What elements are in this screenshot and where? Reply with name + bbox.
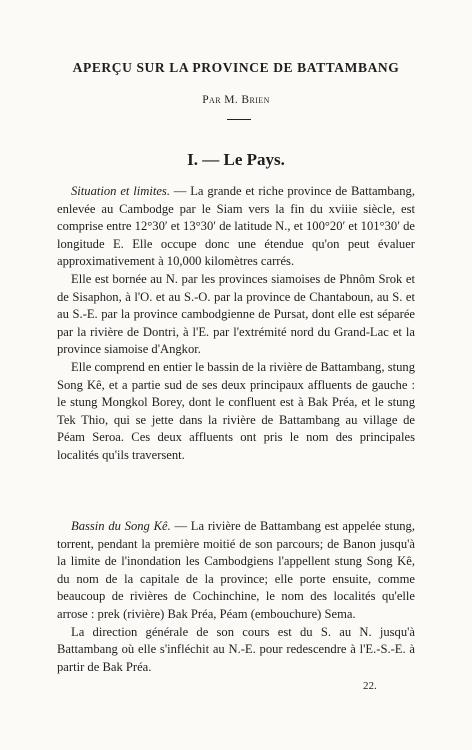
paragraph-song-ke bbox=[57, 518, 415, 624]
page-title: APERÇU SUR LA PROVINCE DE BATTAMBANG bbox=[72, 60, 400, 75]
paragraph-situation bbox=[57, 183, 415, 271]
paragraph-lead: Bassin du Song Kê. bbox=[71, 519, 171, 533]
text-block-second bbox=[57, 518, 415, 676]
paragraph-direction bbox=[57, 624, 415, 677]
section-heading: I. — Le Pays. bbox=[187, 150, 285, 169]
page-number: 22. bbox=[363, 680, 377, 692]
paragraph-text: Elle est bornée au N. par les provinces siamoises de Phnôm Srok et de Sisaphon, à l'O. et au S.-O. par la province de Chantaboun, au S. et au S.-E. par la province cambodgienne de Pursat, dont elle est séparée par la rivière de Dontri, à l'E. par l'extrémité nord du Grand-Lac et la province siamoise d'Angkor. bbox=[57, 271, 415, 357]
paragraph-basin bbox=[57, 359, 415, 465]
paragraph-boundaries bbox=[57, 271, 415, 359]
author-line: Par M. Brien bbox=[202, 94, 270, 106]
text-block-first bbox=[57, 183, 415, 465]
paragraph-lead: Situation et limites. bbox=[71, 184, 170, 198]
title-rule bbox=[227, 119, 251, 120]
paragraph-text: — La rivière de Battambang est appelée stung, torrent, pendant la première moitié de son parcours; de Banon jusqu'à la limite de l'inondation les Cambodgiens l'appellent stung Song Kê, du nom de la capitale de la province; elle porte ensuite, comme beaucoup de rivières de Cochinchine, le nom des localités qu'elle arrose : prek (rivière) Bak Préa, Péam (embouchure) Sema. bbox=[57, 519, 416, 621]
paragraph-text: La direction générale de son cours est du S. au N. jusqu'à Battambang où elle s'infléchit au N.-E. pour redescendre à l'E.-S.-E. à partir de Bak Préa. bbox=[57, 624, 415, 674]
paragraph-text: — La grande et riche province de Battambang, enlevée au Cambodge par le Siam vers la fin du xviiie siècle, est comprise entre 12°30′ et 13°30′ de latitude N., et 100°20′ et 101°30′ de longitude E. Elle occupe donc une étendue qu'on peut évaluer approximativement à 10,000 kilomètres carrés. bbox=[57, 184, 415, 269]
paragraph-text: Elle comprend en entier le bassin de la rivière de Battambang, stung Song Kê, et a partie sud de ses deux principaux affluents de gauche : le stung Mongkol Borey, dont le confluent est à Bak Préa, et le stung Tek Thio, qui se jette dans la rivière de Battambang au village de Péam Seroa. Ces deux affluents ont pris le nom des principales localités qu'ils traversent. bbox=[57, 359, 415, 462]
